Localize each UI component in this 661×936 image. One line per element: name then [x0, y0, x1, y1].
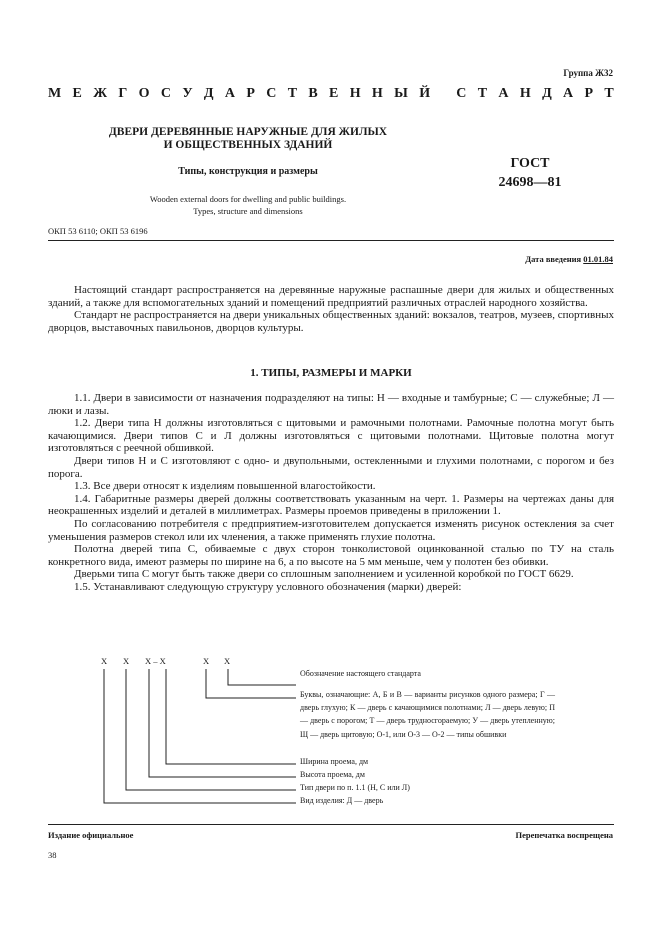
body-paragraph: Двери типов Н и С изготовляют с одно- и двупольными, остекленными и глухими полотнами, с порогом и без порога. — [48, 454, 614, 480]
header-letter: Т — [287, 86, 298, 101]
body-paragraph: Дверьми типа С могут быть также двери со сплошным заполнением и усиленной коробкой по ГОСТ 6629. — [74, 568, 574, 581]
document-subtitle: Типы, конструкция и размеры — [178, 166, 318, 177]
leader-width — [166, 669, 296, 764]
header-letter: Й — [419, 86, 431, 101]
title-line-2: И ОБЩЕСТВЕННЫХ ЗДАНИЙ — [163, 139, 333, 151]
leader-type — [126, 669, 296, 790]
symbol-letters: X — [203, 656, 210, 666]
group-code: Группа Ж32 — [563, 68, 613, 78]
leader-letters — [206, 669, 296, 698]
header-letter: Р — [584, 86, 594, 101]
header-letter: Н — [519, 86, 531, 101]
label-width: Ширина проема, дм — [300, 757, 369, 766]
header-letter: М — [48, 86, 62, 101]
body-paragraph: 1.4. Габаритные размеры дверей должны соответствовать указанным на черт. 1. Размеры на чертежах даны для неокрашенных изделий и деталей в миллиметрах. Размеры проемов приведены в приложении 1. — [48, 492, 614, 518]
header-letter: Е — [72, 86, 82, 101]
leader-standard — [228, 669, 296, 685]
symbol-product: X — [101, 656, 108, 666]
header-letter: Н — [349, 86, 361, 101]
header-letter: О — [138, 86, 150, 101]
label-product: Вид изделия: Д — дверь — [300, 796, 384, 805]
header-letter: С — [160, 86, 171, 101]
header-letter: Д — [542, 86, 552, 101]
gost-label: ГОСТ — [510, 156, 550, 171]
header-letter: Ы — [394, 86, 408, 101]
header-letter: Т — [604, 86, 614, 101]
english-title-line-2: Types, structure and dimensions — [193, 206, 303, 216]
label-letters: Буквы, означающие: А, Б и В — варианты рисунков одного размера; Г — дверь глухую; К — дверь с качающимися полотнами; Л — дверь левую; П — дверь с порогом; Т — дверь трудносгораемую; У — дверь утепленную; Щ — дверь щитовую; О-1, или О-3 — О-2 — типы обшивки — [300, 690, 555, 739]
english-title-line-1: Wooden external doors for dwelling and public buildings. — [149, 194, 347, 204]
body-paragraph: 1.1. Двери в зависимости от назначения подразделяют на типы: Н — входные и тамбурные; С — служебные; Л — люки и лазы. — [48, 392, 614, 417]
body-paragraph: По согласованию потребителя с предприятием-изготовителем допускается изменять рисунок остекления за счет уменьшения размеров стекол или их членения, а также применять глухие полотна. — [48, 517, 614, 543]
intro-paragraph: Настоящий стандарт распространяется на деревянные наружные распашные двери для жилых и общественных зданий, а также для вспомогательных зданий и помещений предприятий различных отраслей народного хозяйства. — [48, 284, 614, 309]
header-letter: А — [563, 86, 574, 101]
gost-number: 24698—81 — [498, 175, 562, 190]
body-paragraph: 1.2. Двери типа Н должны изготовляться с щитовыми и рамочными полотнами. Рамочные полотна могут быть качающимися. Двери типов С и Л должны изготовляться с щитовыми полотнами. Щитовые полотна могут изготовляться с реечной обшивкой. — [48, 417, 614, 455]
footer-divider — [48, 824, 614, 825]
header-letter: Д — [203, 86, 214, 101]
leader-product — [104, 669, 296, 803]
okp-codes: ОКП 53 6110; ОКП 53 6196 — [48, 226, 148, 236]
label-standard: Обозначение настоящего стандарта — [300, 669, 421, 678]
header-letter: Р — [246, 86, 255, 101]
header-letter: А — [224, 86, 236, 101]
symbol-standard: X — [224, 656, 231, 666]
symbol-type: X — [123, 656, 130, 666]
label-height: Высота проема, дм — [300, 770, 365, 779]
reprint-prohibited-note: Перепечатка воспрещена — [515, 830, 613, 840]
official-edition-note: Издание официальное — [48, 830, 134, 840]
label-type: Тип двери по п. 1.1 (Н, С или Л) — [300, 783, 410, 792]
page-number: 38 — [48, 850, 57, 860]
header-letter: Г — [118, 86, 128, 101]
section-title: 1. ТИПЫ, РАЗМЕРЫ И МАРКИ — [250, 367, 412, 379]
header-letter: С — [456, 86, 467, 101]
title-line-1: ДВЕРИ ДЕРЕВЯННЫЕ НАРУЖНЫЕ ДЛЯ ЖИЛЫХ — [108, 126, 388, 138]
body-paragraph: Полотна дверей типа С, обиваемые с двух сторон тонколистовой оцинкованной сталью по ТУ на сталь конкретного вида, имеют размеры по ширине на 6, а по высоте на 5 мм меньше, чем у полотен без обивки. — [48, 543, 614, 568]
body-paragraph: 1.3. Все двери относят к изделиям повышенной влагостойкости. — [74, 480, 376, 493]
date-value: 01.01.84 — [583, 254, 613, 264]
header-letter: Н — [371, 86, 383, 101]
date-label: Дата введения — [525, 254, 582, 264]
symbol-dimensions: X – X — [145, 656, 166, 666]
header-letter: Ж — [93, 86, 108, 101]
body-paragraph: 1.5. Устанавливают следующую структуру условного обозначения (марки) дверей: — [74, 580, 462, 593]
intro-paragraph: Стандарт не распространяется на двери уникальных общественных зданий: вокзалов, театров, музеев, спортивных дворцов, выставочных павильонов, дворцов культуры. — [48, 309, 614, 334]
header-letter: Е — [329, 86, 339, 101]
header-letter: У — [182, 86, 193, 101]
header-letter: В — [308, 86, 318, 101]
header-letter: А — [498, 86, 509, 101]
header-letter: Т — [477, 86, 488, 101]
header-letter: С — [266, 86, 277, 101]
